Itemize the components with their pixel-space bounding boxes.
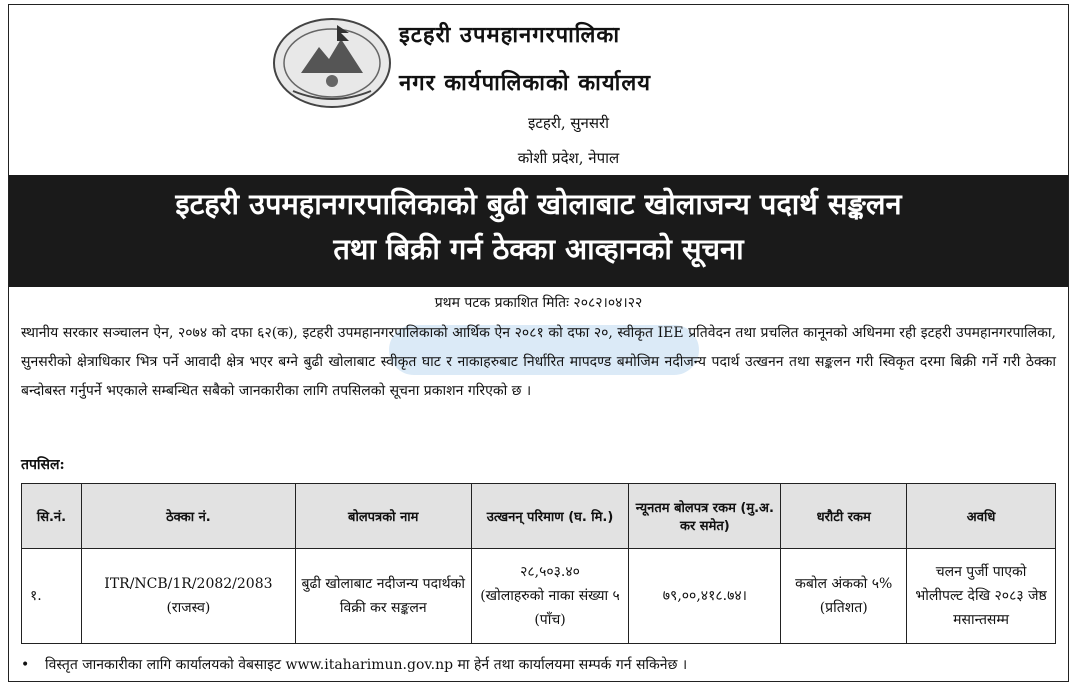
letterhead xyxy=(9,5,1068,175)
notice-body: स्थानीय सरकार सञ्चालन ऐन, २०७४ को दफा ६२(क), इटहरी उपमहानगरपालिकाको आर्थिक ऐन २०८१ को दफा २०, स्वीकृत IEE प्रतिवेदन तथा प्रचलित कानूनको अधिनमा रही इटहरी उपमहानगरपालिका, सुनसरीको क्षेत्राधिकार भित्र पर्ने आवादी क्षेत्र भएर बग्ने बुढी खोलाबाट स्वीकृत घाट र नाकाहरुबाट निर्धारित मापदण्ड बमोजिम नदीजन्य पदार्थ उत्खनन तथा सङ्कलन गरी स्विकृत दरमा बिक्री गर्ने गरी ठेक्का बन्दोबस्त गर्नुपर्ने भएकाले सम्बन्धित सबैको जानकारीका लागि तपसिलको सूचना प्रकाशन गरिएको छ । xyxy=(21,325,1056,399)
notice-page xyxy=(8,4,1069,682)
cell-contract-no xyxy=(81,549,295,644)
notice-title-line1: इटहरी उपमहानगरपालिकाको बुढी खोलाबाट खोलाजन्य पदार्थ सङ्कलन xyxy=(175,187,902,221)
nepal-government-emblem-icon xyxy=(271,11,393,111)
header-contract-no: ठेक्का नं. xyxy=(81,484,295,549)
notice-title-line2: तथा बिक्री गर्न ठेक्का आव्हानको सूचना xyxy=(333,231,744,266)
cell-period: चलन पुर्जी पाएको भोलीपल्ट देखि २०८३ जेष्ठ मसान्तसम्म xyxy=(907,549,1056,644)
address-province: कोशी प्रदेश, नेपाल xyxy=(517,149,620,167)
cell-min-bid: ७९,००,४१८.७४। xyxy=(629,549,781,644)
cell-bid-name: बुढी खोलाबाट नदीजन्य पदार्थको विक्री कर सङ्कलन xyxy=(295,549,471,644)
table-header-row xyxy=(22,484,1056,549)
header-period: अवधि xyxy=(907,484,1056,549)
header-sn: सि.नं. xyxy=(22,484,82,549)
address-city: इटहरी, सुनसरी xyxy=(527,114,610,132)
bullet-icon: • xyxy=(21,657,30,673)
table-row xyxy=(22,549,1056,644)
header-quantity: उत्खनन् परिमाण (घ. मि.) xyxy=(471,484,629,549)
published-date: प्रथम पटक प्रकाशित मितिः २०८२।०४।२२ xyxy=(434,295,643,311)
header-deposit: धरौटी रकम xyxy=(781,484,907,549)
details-heading: तपसिल: xyxy=(21,457,65,473)
footer-note xyxy=(21,655,687,674)
cell-deposit: कबोल अंकको ५% (प्रतिशत) xyxy=(781,549,907,644)
cell-sn: १. xyxy=(22,549,82,644)
footer-note-text: विस्तृत जानकारीका लागि कार्यालयको वेबसाइट www.itaharimun.gov.np मा हेर्न तथा कार्यालयमा सम्पर्क गर्न सकिनेछ । xyxy=(45,657,688,673)
office-name: इटहरी उपमहानगरपालिका xyxy=(399,22,621,48)
header-bid-name: बोलपत्रको नाम xyxy=(295,484,471,549)
cell-quantity xyxy=(471,549,629,644)
notice-title-banner xyxy=(9,175,1068,287)
contract-type: (राजस्व) xyxy=(166,600,211,616)
quantity-note: (खोलाहरुको नाका संख्या ५ (पाँच) xyxy=(480,588,620,628)
contract-number: ITR/NCB/1R/2082/2083 xyxy=(104,576,273,592)
header-min-bid: न्यूनतम बोलपत्र रकम (मु.अ. कर समेत) xyxy=(629,484,781,549)
contract-table xyxy=(21,483,1056,644)
office-subtitle: नगर कार्यपालिकाको कार्यालय xyxy=(399,70,651,96)
quantity-value: २८,५०३.४० xyxy=(520,564,580,580)
